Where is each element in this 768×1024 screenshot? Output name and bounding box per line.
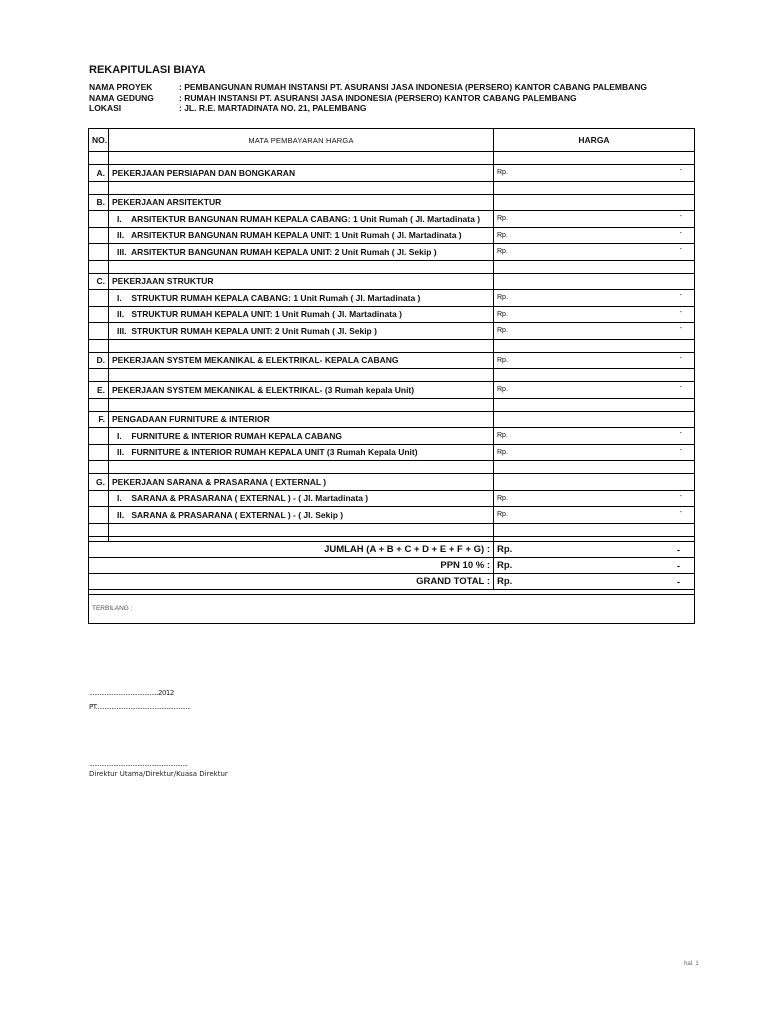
- empty-cell: [494, 411, 695, 428]
- currency-label: Rp.: [497, 356, 508, 364]
- empty-cell: [494, 398, 695, 411]
- empty-cell: [89, 152, 109, 165]
- price-cell: [494, 507, 695, 524]
- item-text: SARANA & PRASARANA ( EXTERNAL ) - ( Jl. Martadinata ): [131, 493, 369, 504]
- section-number: G.: [89, 474, 109, 491]
- empty-cell: [89, 490, 109, 507]
- item-row: [89, 306, 695, 323]
- price-value: -: [679, 167, 682, 174]
- empty-cell: [89, 339, 109, 352]
- section-row: [89, 194, 695, 211]
- section-row: [89, 165, 695, 182]
- page-number: hal. 1: [684, 961, 699, 967]
- empty-cell: [494, 339, 695, 352]
- item-row: [89, 290, 695, 307]
- info-value: : RUMAH INSTANSI PT. ASURANSI JASA INDONESIA (PERSERO) KANTOR CABANG PALEMBANG: [179, 92, 577, 103]
- empty-cell: [109, 523, 494, 536]
- empty-cell: [89, 398, 109, 411]
- item-number: I.: [117, 493, 122, 504]
- section-number: B.: [89, 194, 109, 211]
- empty-cell: [89, 444, 109, 461]
- item-text: STRUKTUR RUMAH KEPALA CABANG: 1 Unit Rumah ( Jl. Martadinata ): [131, 292, 421, 303]
- info-value: : PEMBANGUNAN RUMAH INSTANSI PT. ASURANSI JASA INDONESIA (PERSERO) KANTOR CABANG PALEMBANG: [179, 82, 647, 92]
- empty-cell: [109, 461, 494, 474]
- header-description: MATA PEMBAYARAN HARGA: [109, 129, 494, 152]
- signature-role: Direktur Utama/Direktur/Kuasa Direktur: [89, 770, 228, 778]
- total-price: [494, 541, 695, 557]
- empty-cell: [494, 523, 695, 536]
- total-row: [89, 541, 695, 557]
- price-cell: [494, 227, 695, 244]
- section-number: D.: [89, 352, 109, 369]
- price-value: -: [679, 492, 682, 500]
- empty-cell: [109, 369, 494, 382]
- spacer-row: [89, 523, 695, 536]
- item-row: [89, 227, 695, 244]
- price-cell: [494, 165, 695, 182]
- empty-cell: [109, 260, 494, 273]
- empty-cell: [109, 152, 494, 165]
- section-title: PEKERJAAN SYSTEM MEKANIKAL & ELEKTRIKAL- (3 Rumah kepala Unit): [109, 382, 494, 399]
- total-row: [89, 573, 695, 589]
- empty-cell: [89, 227, 109, 244]
- info-row-building: [89, 93, 647, 104]
- document-title: REKAPITULASI BIAYA: [89, 64, 206, 76]
- item-row: [89, 444, 695, 461]
- item-description: [109, 428, 494, 445]
- currency-label: Rp.: [497, 386, 508, 394]
- spacer-row: [89, 260, 695, 273]
- price-cell: [494, 323, 695, 340]
- terbilang-row: [89, 594, 695, 623]
- currency-label: Rp.: [497, 248, 508, 256]
- section-title: PEKERJAAN PERSIAPAN DAN BONGKARAN: [109, 165, 494, 182]
- item-number: II.: [117, 309, 125, 320]
- section-row: [89, 352, 695, 369]
- spacer-row: [89, 398, 695, 411]
- empty-cell: [89, 323, 109, 340]
- empty-cell: [494, 260, 695, 273]
- project-info: [89, 82, 647, 114]
- price-cell: [494, 428, 695, 445]
- item-text: SARANA & PRASARANA ( EXTERNAL ) - ( Jl. Sekip ): [131, 509, 344, 520]
- spacer-row: [89, 369, 695, 382]
- item-row: [89, 428, 695, 445]
- total-value: -: [676, 560, 680, 572]
- item-text: ARSITEKTUR BANGUNAN RUMAH KEPALA CABANG: 1 Unit Rumah ( Jl. Martadinata ): [131, 213, 481, 224]
- item-number: II.: [117, 509, 125, 520]
- section-title: PEKERJAAN SARANA & PRASARANA ( EXTERNAL ): [109, 474, 494, 491]
- price-value: -: [679, 354, 682, 362]
- item-description: [109, 211, 494, 228]
- item-description: [109, 306, 494, 323]
- price-value: -: [679, 430, 682, 437]
- section-title: PEKERJAAN ARSITEKTUR: [109, 194, 494, 211]
- section-row: [89, 474, 695, 491]
- empty-cell: [89, 428, 109, 445]
- section-number: E.: [89, 382, 109, 399]
- empty-cell: [494, 474, 695, 491]
- spacer-row: [89, 152, 695, 165]
- empty-cell: [494, 369, 695, 382]
- item-row: [89, 244, 695, 261]
- currency-label: Rp.: [497, 575, 513, 587]
- currency-label: Rp.: [497, 231, 508, 239]
- header-no: NO.: [89, 129, 109, 152]
- item-number: I.: [117, 292, 122, 303]
- item-row: [89, 490, 695, 507]
- item-description: [109, 323, 494, 340]
- price-cell: [494, 306, 695, 323]
- currency-label: Rp.: [497, 559, 513, 571]
- empty-cell: [89, 461, 109, 474]
- price-cell: [494, 352, 695, 369]
- item-text: STRUKTUR RUMAH KEPALA UNIT: 1 Unit Rumah ( Jl. Martadinata ): [131, 309, 402, 320]
- table-body: [89, 129, 695, 624]
- total-label: PPN 10 % :: [89, 557, 494, 573]
- empty-cell: [109, 181, 494, 194]
- section-title: PEKERJAAN STRUKTUR: [109, 273, 494, 290]
- section-row: [89, 273, 695, 290]
- currency-label: Rp.: [497, 432, 508, 440]
- item-row: [89, 507, 695, 524]
- item-description: [109, 490, 494, 507]
- currency-label: Rp.: [497, 494, 508, 502]
- section-number: F.: [89, 411, 109, 428]
- section-title: PEKERJAAN SYSTEM MEKANIKAL & ELEKTRIKAL- KEPALA CABANG: [109, 352, 494, 369]
- item-number: II.: [117, 230, 125, 241]
- item-row: [89, 323, 695, 340]
- section-title: PENGADAAN FURNITURE & INTERIOR: [109, 411, 494, 428]
- currency-label: Rp.: [497, 294, 508, 302]
- currency-label: Rp.: [497, 448, 508, 456]
- price-cell: [494, 211, 695, 228]
- item-text: STRUKTUR RUMAH KEPALA UNIT: 2 Unit Rumah ( Jl. Sekip ): [131, 325, 377, 336]
- total-label: JUMLAH (A + B + C + D + E + F + G) :: [89, 541, 494, 557]
- item-number: III.: [117, 325, 127, 336]
- currency-label: Rp.: [497, 327, 508, 335]
- empty-cell: [89, 369, 109, 382]
- info-label: NAMA GEDUNG: [89, 92, 154, 103]
- info-value: : JL. R.E. MARTADINATA NO. 21, PALEMBANG: [179, 103, 367, 113]
- info-row-location: [89, 103, 647, 114]
- empty-cell: [89, 211, 109, 228]
- empty-cell: [89, 181, 109, 194]
- info-label: LOKASI: [89, 103, 122, 113]
- signature-company: PT.......................................................: [89, 703, 191, 711]
- empty-cell: [89, 244, 109, 261]
- currency-label: Rp.: [497, 511, 508, 519]
- price-cell: [494, 382, 695, 399]
- currency-label: Rp.: [497, 169, 508, 177]
- price-cell: [494, 444, 695, 461]
- total-price: [494, 573, 695, 589]
- header-price: HARGA: [494, 129, 695, 152]
- item-description: [109, 290, 494, 307]
- item-text: ARSITEKTUR BANGUNAN RUMAH KEPALA UNIT: 2 Unit Rumah ( Jl. Sekip ): [131, 246, 437, 257]
- item-number: II.: [117, 447, 125, 458]
- item-description: [109, 244, 494, 261]
- item-description: [109, 227, 494, 244]
- price-value: -: [679, 213, 682, 220]
- item-row: [89, 211, 695, 228]
- total-value: -: [676, 544, 680, 556]
- currency-label: Rp.: [497, 543, 513, 555]
- spacer-row: [89, 461, 695, 474]
- empty-cell: [494, 273, 695, 290]
- price-value: -: [679, 229, 682, 237]
- total-value: -: [676, 576, 680, 588]
- spacer-row: [89, 181, 695, 194]
- currency-label: Rp.: [497, 310, 508, 318]
- empty-cell: [89, 260, 109, 273]
- price-cell: [494, 290, 695, 307]
- item-text: ARSITEKTUR BANGUNAN RUMAH KEPALA UNIT: 1 Unit Rumah ( Jl. Martadinata ): [131, 230, 462, 241]
- section-number: C.: [89, 273, 109, 290]
- section-row: [89, 411, 695, 428]
- item-description: [109, 444, 494, 461]
- total-label: GRAND TOTAL :: [89, 573, 494, 589]
- empty-cell: [109, 398, 494, 411]
- total-row: [89, 557, 695, 573]
- item-number: I.: [117, 213, 122, 224]
- price-value: -: [679, 446, 682, 454]
- terbilang-label: TERBILANG :: [89, 594, 695, 623]
- section-row: [89, 382, 695, 399]
- price-value: -: [679, 325, 682, 332]
- item-number: III.: [117, 246, 127, 257]
- price-cell: [494, 244, 695, 261]
- price-value: -: [679, 384, 682, 391]
- cost-summary-table: [88, 128, 695, 624]
- empty-cell: [89, 306, 109, 323]
- item-text: FURNITURE & INTERIOR RUMAH KEPALA CABANG: [131, 430, 342, 441]
- price-value: -: [679, 292, 682, 299]
- empty-cell: [494, 461, 695, 474]
- item-number: I.: [117, 430, 122, 441]
- price-value: -: [679, 308, 682, 316]
- item-text: FURNITURE & INTERIOR RUMAH KEPALA UNIT (3 Rumah Kepala Unit): [131, 447, 418, 458]
- info-row-project: [89, 82, 647, 93]
- empty-cell: [494, 194, 695, 211]
- signature-date: ........................................2012: [89, 689, 174, 697]
- empty-cell: [494, 152, 695, 165]
- price-value: -: [679, 509, 682, 516]
- item-description: [109, 507, 494, 524]
- spacer-row: [89, 339, 695, 352]
- total-price: [494, 557, 695, 573]
- table-header-row: [89, 129, 695, 152]
- signature-line: .........................................................: [89, 760, 188, 768]
- price-cell: [494, 490, 695, 507]
- section-number: A.: [89, 165, 109, 182]
- info-label: NAMA PROYEK: [89, 82, 153, 92]
- price-value: -: [679, 246, 682, 253]
- empty-cell: [89, 507, 109, 524]
- empty-cell: [109, 339, 494, 352]
- currency-label: Rp.: [497, 215, 508, 223]
- empty-cell: [494, 181, 695, 194]
- empty-cell: [89, 290, 109, 307]
- empty-cell: [89, 523, 109, 536]
